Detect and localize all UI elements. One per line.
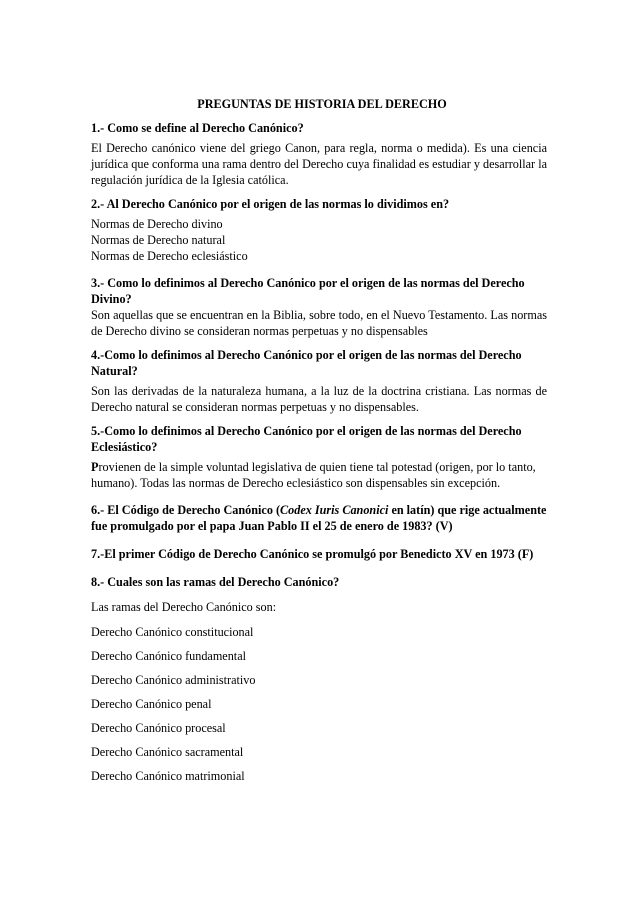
answer-2-list [91,216,547,264]
answer-4: Son las derivadas de la naturaleza humana, a la luz de la doctrina cristiana. Las normas de Derecho natural se consideran normas perpetuas y no dispensables. [91,384,547,414]
question-5: 5.-Como lo definimos al Derecho Canónico por el origen de las normas del Derecho Eclesiástico? [91,424,522,454]
question-2: 2.- Al Derecho Canónico por el origen de las normas lo dividimos en? [91,197,450,211]
list-item: Derecho Canónico constitucional [91,625,254,639]
question-1: 1.- Como se define al Derecho Canónico? [91,121,304,135]
answer-5 [91,459,547,491]
list-item: Normas de Derecho eclesiástico [91,249,248,263]
question-4: 4.-Como lo definimos al Derecho Canónico por el origen de las normas del Derecho Natural? [91,348,522,378]
question-7: 7.-El primer Código de Derecho Canónico se promulgó por Benedicto XV en 1973 (F) [91,547,534,561]
answer-8-intro: Las ramas del Derecho Canónico son: [91,600,277,614]
answer-8-list [91,624,547,784]
list-item: Derecho Canónico administrativo [91,673,256,687]
answer-1: El Derecho canónico viene del griego Canon, para regla, norma o medida). Es una ciencia jurídica que conforma una rama dentro del Derecho cuya finalidad es estudiar y desarrollar la regulación jurídica de la Iglesia católica. [91,141,547,187]
list-item: Normas de Derecho divino [91,217,223,231]
answer-5-initial: P [91,460,99,474]
question-6 [91,502,547,534]
question-6-italic: Codex Iuris Canonici [280,503,389,517]
list-item: Normas de Derecho natural [91,233,226,247]
answer-3: Son aquellas que se encuentran en la Biblia, sobre todo, en el Nuevo Testamento. Las normas de Derecho divino se consideran normas perpetuas y no dispensables [91,308,547,338]
list-item: Derecho Canónico fundamental [91,649,246,663]
list-item: Derecho Canónico matrimonial [91,769,245,783]
document-title: PREGUNTAS DE HISTORIA DEL DERECHO [197,97,447,111]
question-6-part2: en latín) que rige actualmente fue promulgado por el papa Juan Pablo II el 25 de enero de 1983? (V) [91,503,547,533]
list-item: Derecho Canónico procesal [91,721,226,735]
answer-5-text: rovienen de la simple voluntad legislativa de quien tiene tal potestad (origen, por lo tanto, humano). Todas las normas de Derecho eclesiástico son dispensables sin excepción. [91,460,536,490]
list-item: Derecho Canónico sacramental [91,745,244,759]
question-3: 3.- Como lo definimos al Derecho Canónico por el origen de las normas del Derecho Divino? [91,276,525,306]
question-8: 8.- Cuales son las ramas del Derecho Canónico? [91,575,340,589]
question-6-part1: 6.- El Código de Derecho Canónico ( [91,503,281,517]
list-item: Derecho Canónico penal [91,697,212,711]
